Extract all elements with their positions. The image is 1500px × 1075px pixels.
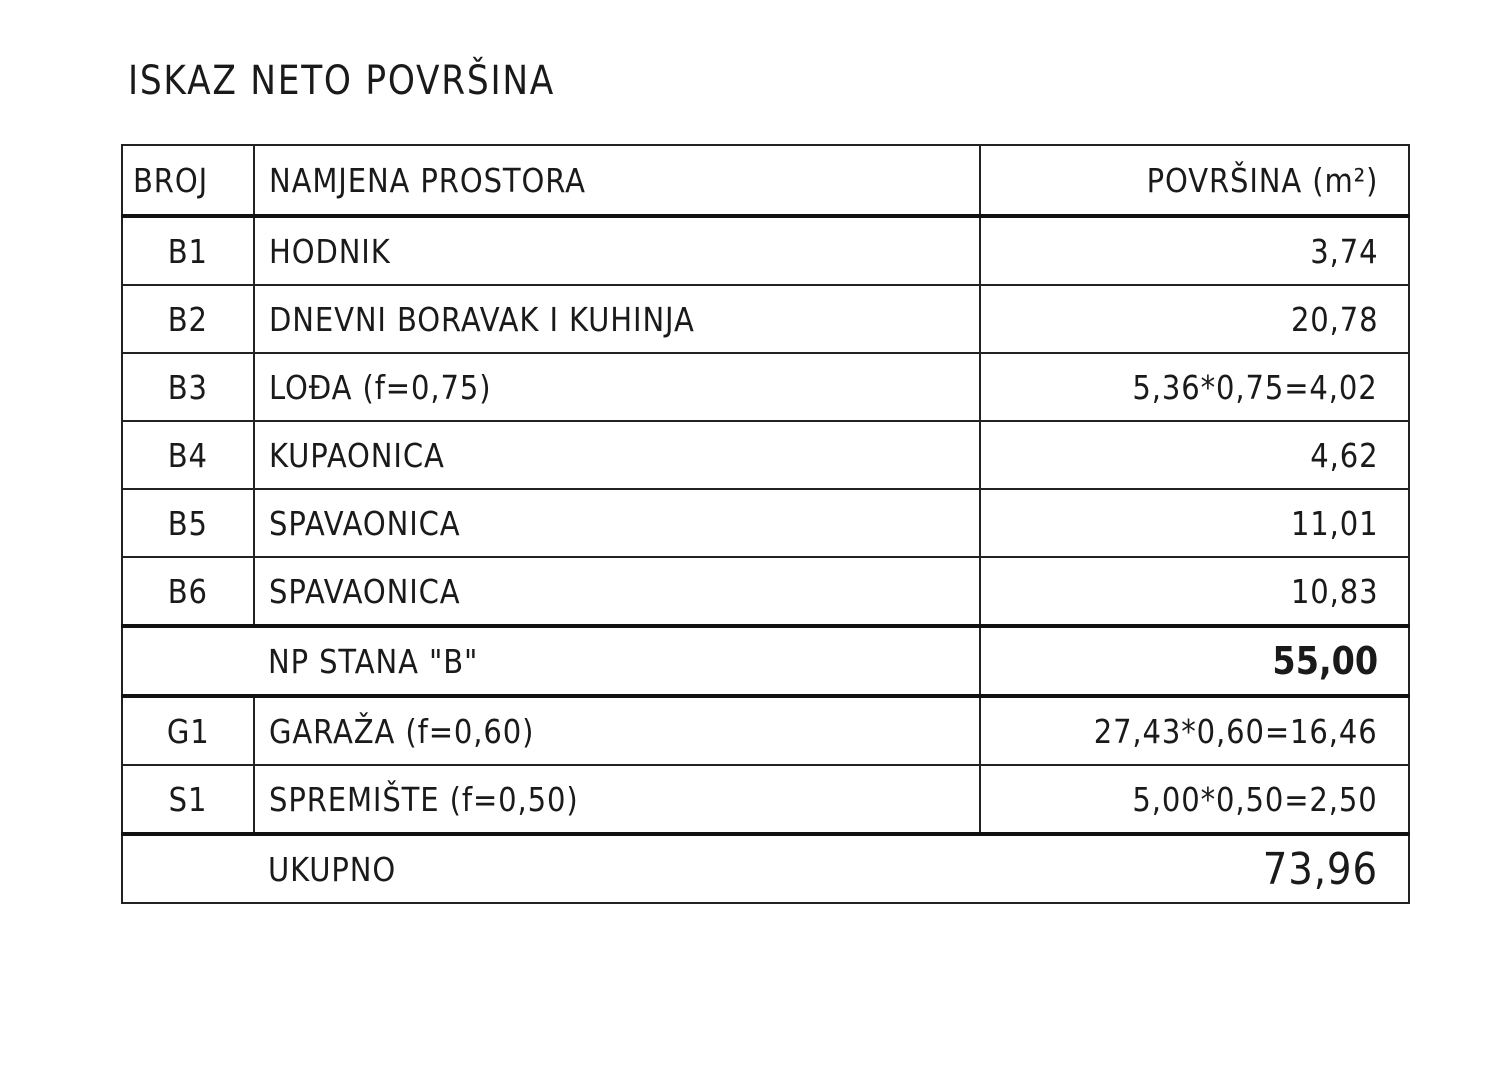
row-povrsina: 10,83 xyxy=(980,557,1409,626)
row-broj: G1 xyxy=(122,696,254,765)
table-row xyxy=(122,489,1409,557)
row-povrsina: 3,74 xyxy=(980,216,1409,285)
row-broj: B3 xyxy=(122,353,254,421)
row-povrsina: 27,43*0,60=16,46 xyxy=(980,696,1409,765)
header-namjena: NAMJENA PROSTORA xyxy=(254,145,980,216)
row-namjena: LOĐA (f=0,75) xyxy=(254,353,980,421)
header-broj: BROJ xyxy=(122,145,254,216)
table-header-row xyxy=(122,145,1409,216)
row-namjena: KUPAONICA xyxy=(254,421,980,489)
row-povrsina: 5,36*0,75=4,02 xyxy=(980,353,1409,421)
table-row xyxy=(122,216,1409,285)
page-title: ISKAZ NETO POVRŠINA xyxy=(128,58,556,104)
row-broj: B1 xyxy=(122,216,254,285)
subtotal-value: 55,00 xyxy=(980,626,1409,696)
total-row xyxy=(122,834,1409,903)
row-namjena: SPAVAONICA xyxy=(254,557,980,626)
row-namjena: SPAVAONICA xyxy=(254,489,980,557)
row-namjena: DNEVNI BORAVAK I KUHINJA xyxy=(254,285,980,353)
table-row xyxy=(122,285,1409,353)
row-broj: B2 xyxy=(122,285,254,353)
table-row xyxy=(122,421,1409,489)
row-broj: S1 xyxy=(122,765,254,834)
header-povrsina: POVRŠINA (m²) xyxy=(980,145,1409,216)
row-namjena: GARAŽA (f=0,60) xyxy=(254,696,980,765)
total-label: UKUPNO xyxy=(254,834,980,903)
row-namjena: HODNIK xyxy=(254,216,980,285)
table-row xyxy=(122,765,1409,834)
row-broj: B4 xyxy=(122,421,254,489)
total-value: 73,96 xyxy=(980,834,1409,903)
table-row xyxy=(122,353,1409,421)
row-namjena: SPREMIŠTE (f=0,50) xyxy=(254,765,980,834)
table-row xyxy=(122,696,1409,765)
row-povrsina: 5,00*0,50=2,50 xyxy=(980,765,1409,834)
subtotal-label: NP STANA "B" xyxy=(254,626,980,696)
row-broj: B5 xyxy=(122,489,254,557)
row-broj: B6 xyxy=(122,557,254,626)
table-row xyxy=(122,557,1409,626)
row-povrsina: 11,01 xyxy=(980,489,1409,557)
row-povrsina: 4,62 xyxy=(980,421,1409,489)
area-table xyxy=(121,144,1410,904)
row-povrsina: 20,78 xyxy=(980,285,1409,353)
subtotal-row xyxy=(122,626,1409,696)
subtotal-broj xyxy=(122,626,254,696)
total-broj xyxy=(122,834,254,903)
